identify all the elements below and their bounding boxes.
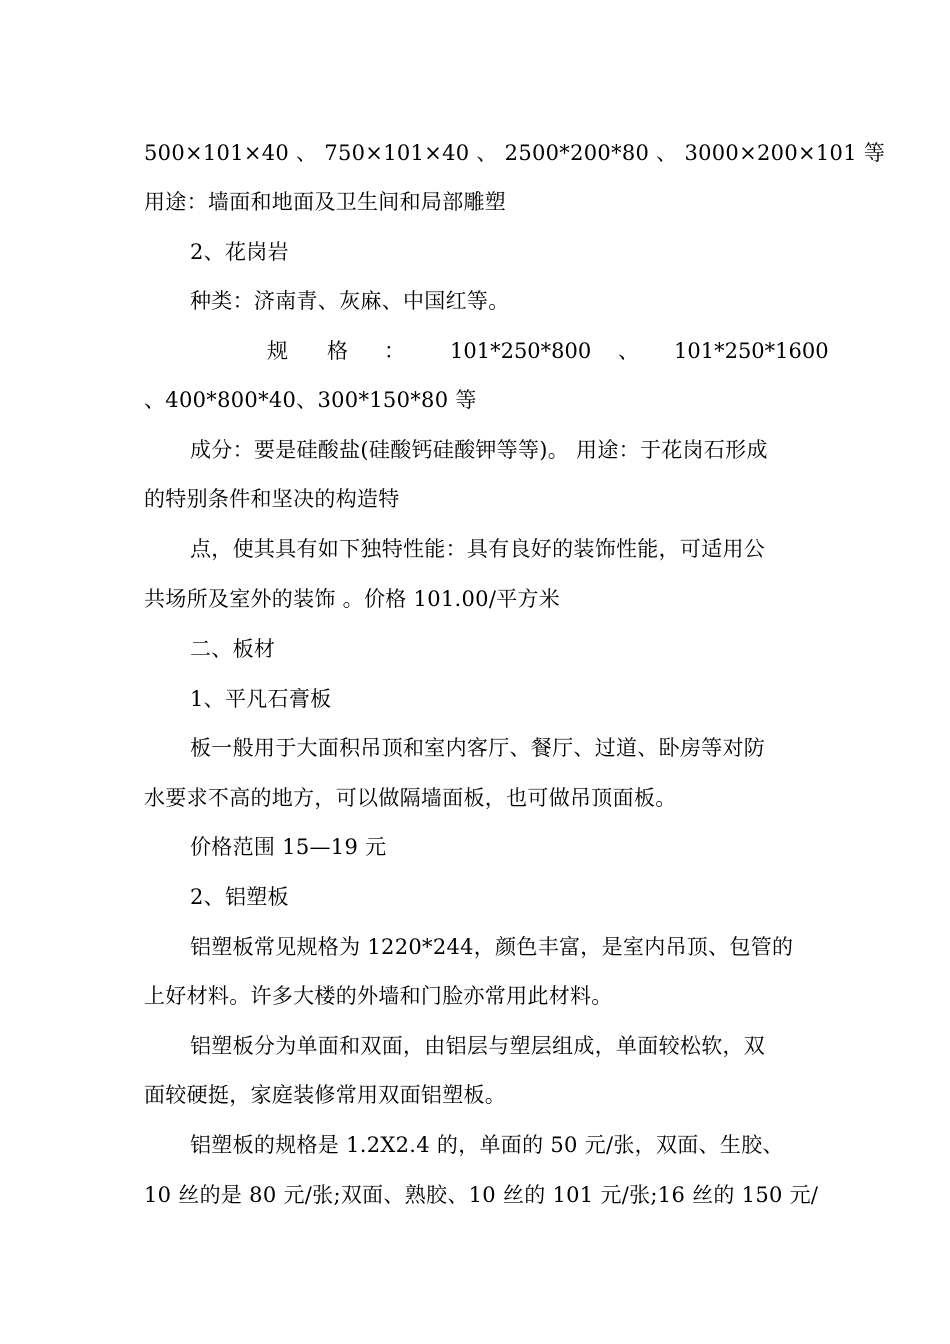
text-line-alu-types-cont: 面较硬挺，家庭装修常用双面铝塑板。 <box>144 1083 507 1107</box>
text-line-gypsum-price: 价格范围 15—19 元 <box>190 835 387 859</box>
spec-label-ge: 格 <box>327 339 348 363</box>
section-heading-boards: 二、板材 <box>190 637 276 661</box>
text-line-granite-composition: 成分：要是硅酸盐(硅酸钙硅酸钾等等)。 用途：于花岗石形成 <box>190 438 768 462</box>
section-heading-granite: 2、花岗岩 <box>190 240 289 264</box>
spec-label-gui: 规 <box>267 339 288 363</box>
text-line-alu-prices: 铝塑板的规格是 1.2X2.4 的，单面的 50 元/张，双面、生胶、 <box>190 1133 784 1157</box>
text-line-usage-marble: 用途：墙面和地面及卫生间和局部雕塑 <box>144 190 507 214</box>
text-line-alu-specs: 铝塑板常见规格为 1220*244，颜色丰富，是室内吊顶、包管的 <box>190 935 794 959</box>
spec-value-1: 101*250*800 <box>450 339 592 363</box>
section-heading-gypsum: 1、平凡石膏板 <box>190 687 332 711</box>
text-line-alu-types: 铝塑板分为单面和双面，由铝层与塑层组成，单面较松软，双 <box>190 1034 766 1058</box>
section-heading-aluminum-plastic: 2、铝塑板 <box>190 885 289 909</box>
text-line-gypsum-usage: 板一般用于大面积吊顶和室内客厅、餐厅、过道、卧房等对防 <box>190 736 766 760</box>
text-line-granite-specs-cont: 、400*800*40、300*150*80 等 <box>144 388 477 412</box>
text-line-granite-usage-cont: 的特别条件和坚决的构造特 <box>144 487 400 511</box>
text-line-alu-specs-cont: 上好材料。许多大楼的外墙和门脸亦常用此材料。 <box>144 984 613 1008</box>
spec-value-2: 101*250*1600 <box>674 339 829 363</box>
text-line-alu-prices-cont: 10 丝的是 80 元/张;双面、熟胶、10 丝的 101 元/张;16 丝的 150 元/ <box>144 1183 819 1207</box>
text-line-granite-features: 点，使其具有如下独特性能：具有良好的装饰性能，可适用公 <box>190 537 766 561</box>
text-line-specs-marble: 500×101×40 、 750×101×40 、 2500*200*80 、 3000×200×101 等 <box>144 141 886 165</box>
text-line-gypsum-usage-cont: 水要求不高的地方，可以做隔墙面板，也可做吊顶面板。 <box>144 786 677 810</box>
text-line-granite-specs <box>144 337 829 365</box>
spec-colon: ： <box>384 339 405 363</box>
spec-separator: 、 <box>618 339 639 363</box>
text-line-granite-types: 种类：济南青、灰麻、中国红等。 <box>190 289 510 313</box>
text-line-granite-price: 共场所及室外的装饰 。价格 101.00/平方米 <box>144 587 561 611</box>
